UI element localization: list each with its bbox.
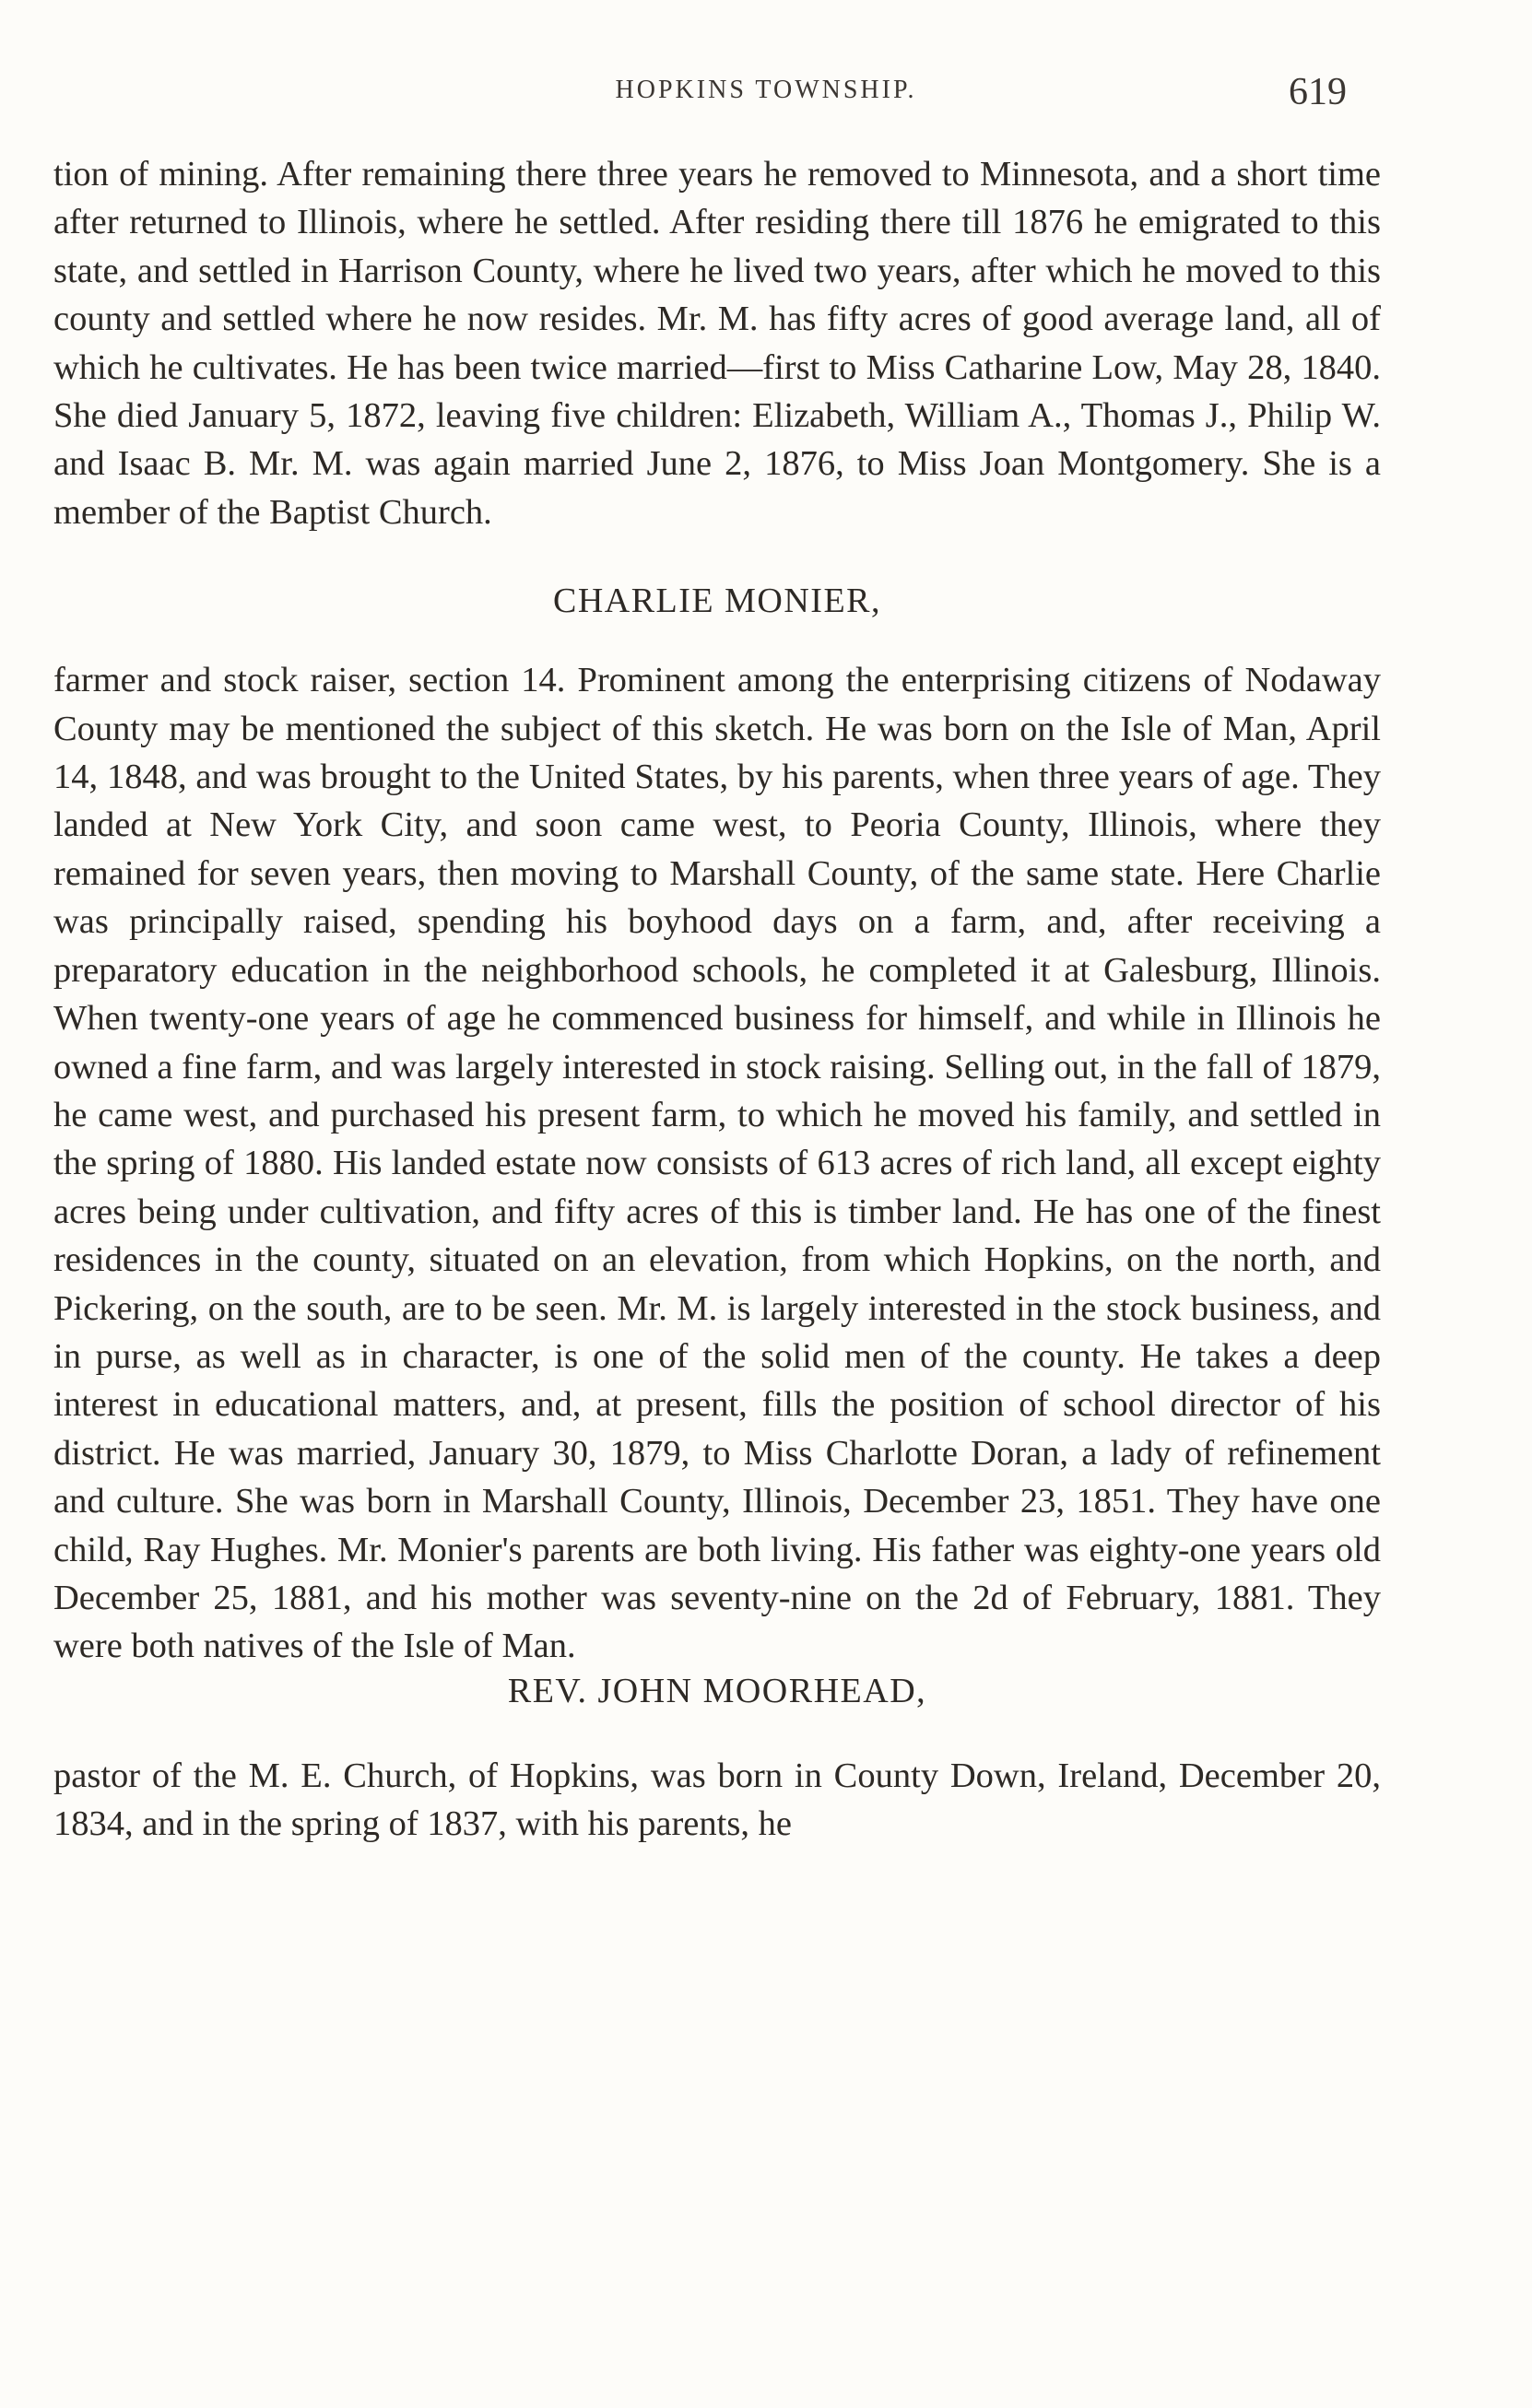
text-column — [53, 150, 1381, 1849]
running-title: HOPKINS TOWNSHIP. — [615, 76, 917, 104]
paragraph-mining-continuation: tion of mining. After remaining there three years he removed to Minnesota, and a short time after returned to Illinois, where he settled. After residing there till 1876 he emigrated to this state, and settled in Harrison County, where he lived two years, after which he moved to this county and settled where he now resides. Mr. M. has fifty acres of good average land, all of which he cultivates. He has been twice married—first to Miss Catharine Low, May 28, 1840. She died January 5, 1872, leaving five children: Elizabeth, William A., Thomas J., Philip W. and Isaac B. Mr. M. was again married June 2, 1876, to Miss Joan Montgomery. She is a member of the Baptist Church. — [53, 155, 1381, 532]
heading-rev-john-moorhead: REV. JOHN MOORHEAD, — [507, 1671, 927, 1710]
paragraph-rev-john-moorhead: pastor of the M. E. Church, of Hopkins, was born in County Down, Ireland, December 20, 1834, and in the spring of 1837, with his parents, he — [53, 1756, 1381, 1844]
paragraph-charlie-monier: farmer and stock raiser, section 14. Prominent among the enterprising citizens of Nodaway County may be mentioned the subject of this sketch. He was born on the Isle of Man, April 14, 1848, and was brought to the United States, by his parents, when three years of age. They landed at New York City, and soon came west, to Peoria County, Illinois, where they remained for seven years, then moving to Marshall County, of the same state. Here Charlie was principally raised, spending his boyhood days on a farm, and, after receiving a preparatory education in the neighborhood schools, he completed it at Galesburg, Illinois. When twenty-one years of age he commenced business for himself, and while in Illinois he owned a fine farm, and was largely interested in stock raising. Selling out, in the fall of 1879, he came west, and purchased his present farm, to which he moved his family, and settled in the spring of 1880. His landed estate now consists of 613 acres of rich land, all except eighty acres being under cultivation, and fifty acres of this is timber land. He has one of the finest residences in the county, situated on an elevation, from which Hopkins, on the north, and Pickering, on the south, are to be seen. Mr. M. is largely interested in the stock business, and in purse, as well as in character, is one of the solid men of the county. He takes a deep interest in educational matters, and, at present, fills the position of school director of his district. He was married, January 30, 1879, to Miss Charlotte Doran, a lady of refinement and culture. She was born in Marshall County, Illinois, December 23, 1851. They have one child, Ray Hughes. Mr. Monier's parents are both living. His father was eighty-one years old December 25, 1881, and his mother was seventy-nine on the 2d of February, 1881. They were both natives of the Isle of Man. — [53, 661, 1381, 1666]
heading-charlie-monier: CHARLIE MONIER, — [552, 581, 882, 621]
running-head — [0, 70, 1532, 125]
page-number: 619 — [1289, 71, 1347, 113]
